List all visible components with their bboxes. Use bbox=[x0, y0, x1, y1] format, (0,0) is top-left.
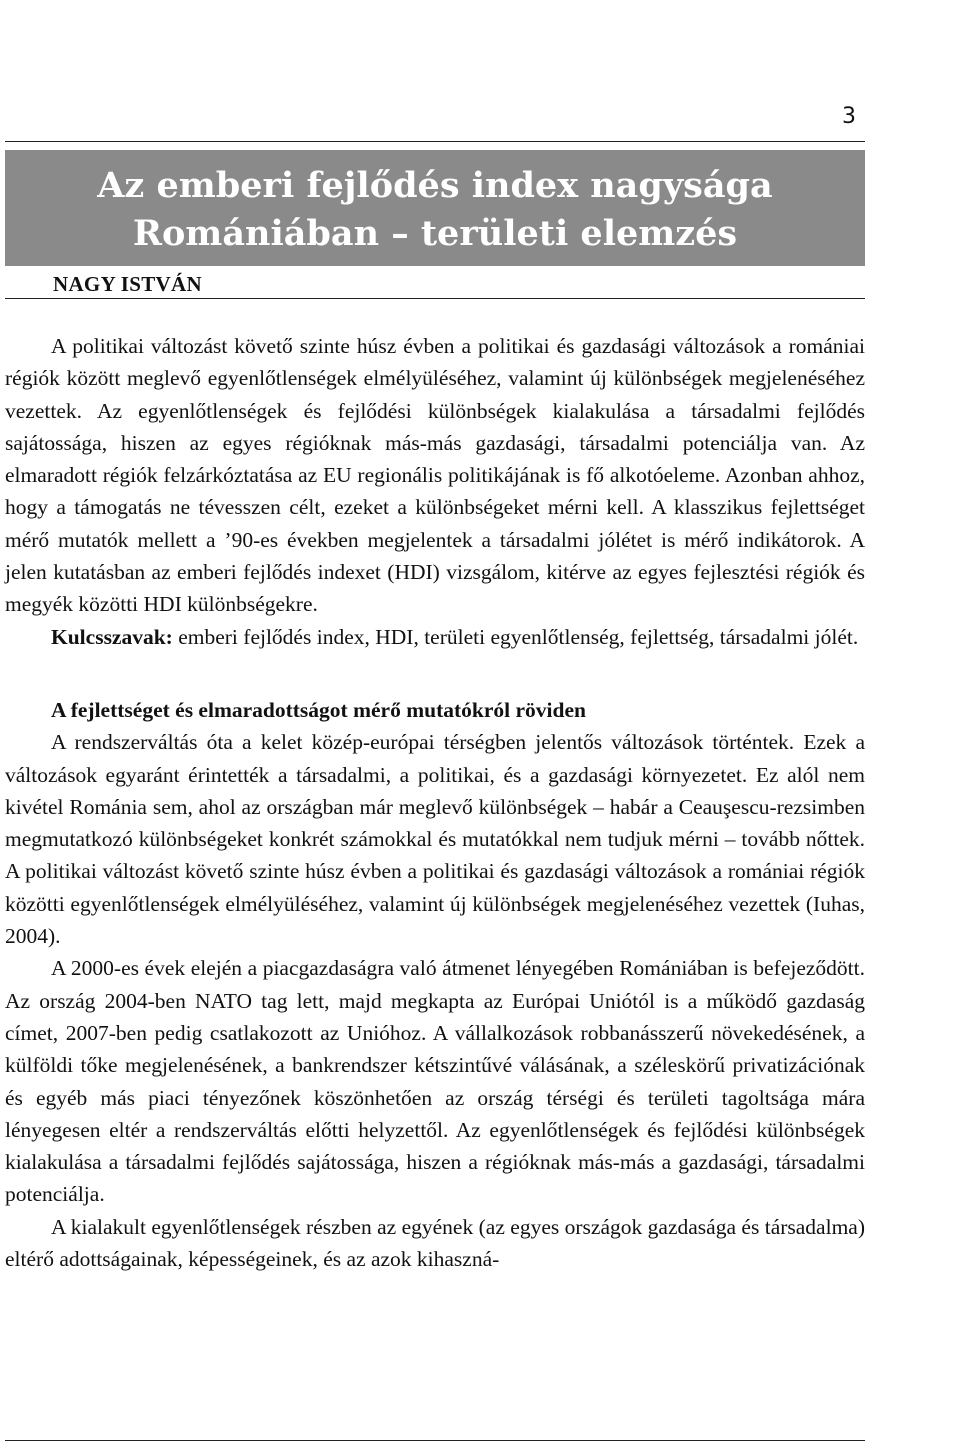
section-body bbox=[5, 726, 865, 1275]
body-paragraph-3: A kialakult egyenlőtlenségek részben az egyének (az egyes országok gazdasága és társadalma) eltérő adottságainak, képességeinek, és az azok kihaszná- bbox=[5, 1214, 865, 1272]
body-paragraph-1: A rendszerváltás óta a kelet közép-európai térségben jelentős változások történtek. Ezek a változások egyaránt érintették a társadalmi, a politikai, és a gazdasági környezetet. Ez alól nem kivétel Románia sem, ahol az országban már meglevő különbségek – habár a Ceauşescu-rezsimben megmutatkozó különbségeket konkrét számokkal és mutatókkal nem tudjuk mérni – tovább nőttek. A politikai változást követő szinte húsz évben a politikai és gazdasági változások a romániai régiók közötti egyenlőtlenségek elmélyüléséhez, valamint új különbségek megjelenéséhez vezettek (Iuhas, 2004). bbox=[5, 730, 865, 949]
author-name: NAGY ISTVÁN bbox=[53, 272, 202, 296]
abstract bbox=[5, 330, 865, 653]
page-number: 3 bbox=[842, 104, 856, 129]
article-body bbox=[5, 330, 865, 1275]
top-rule bbox=[5, 141, 865, 142]
author-rule bbox=[5, 298, 865, 299]
title-line-1: Az emberi fejlődés index nagysága bbox=[97, 165, 773, 206]
keywords-text: emberi fejlődés index, HDI, területi egyenlőtlenség, fejlettség, társadalmi jólét. bbox=[172, 624, 859, 649]
keywords-label: Kulcsszavak: bbox=[51, 624, 173, 649]
title-band bbox=[5, 150, 865, 266]
abstract-text: A politikai változást követő szinte húsz évben a politikai és gazdasági változások a romániai régiók között meglevő egyenlőtlenségek elmélyüléséhez, valamint új különbségek megjelenéséhez vezettek. Az egyenlőtlenségek és fejlődési különbségek kialakulása a társadalmi fejlődés sajátossága, hiszen az egyes régióknak más-más gazdasági, társadalmi potenciálja van. Az elmaradott régiók felzárkóztatása az EU regionális politikájának is fő alkotóeleme. Azonban ahhoz, hogy a támogatás ne tévesszen célt, ezeket a különbségeket mérni kell. A klasszikus fejlettséget mérő mutatók mellett a ’90-es években megjelentek a társadalmi jólétet is mérő indikátorok. A jelen kutatásban az emberi fejlődés indexet (HDI) vizsgálom, kitérve az egyes fejlesztési régiók és megyék közötti HDI különbségekre. bbox=[5, 334, 865, 617]
section-heading: A fejlettséget és elmaradottságot mérő mutatókról röviden bbox=[51, 697, 586, 722]
bottom-rule bbox=[5, 1440, 865, 1441]
title-line-2: Romániában – területi elemzés bbox=[132, 213, 738, 254]
body-paragraph-2: A 2000-es évek elején a piacgazdaságra való átmenet lényegében Romániában is befejeződött. Az ország 2004-ben NATO tag lett, majd megkapta az Európai Uniótól is a működő gazdaság címet, 2007-ben pedig csatlakozott az Unióhoz. A vállalkozások robbanásszerű növekedésének, a külföldi tőke megjelenésének, a bankrendszer kétszintűvé válásának, a széleskörű privatizációnak és egyéb más piaci tényezőnek köszönhetően az ország térségi és területi tagoltsága mára lényegesen eltér a rendszerváltás előtti helyzettől. Az egyenlőtlenségek és fejlődési különbségek kialakulása a társadalmi fejlődés sajátossága, hiszen a régióknak más-más a gazdasági, társadalmi potenciálja. bbox=[5, 956, 865, 1207]
keywords-paragraph bbox=[5, 621, 865, 653]
